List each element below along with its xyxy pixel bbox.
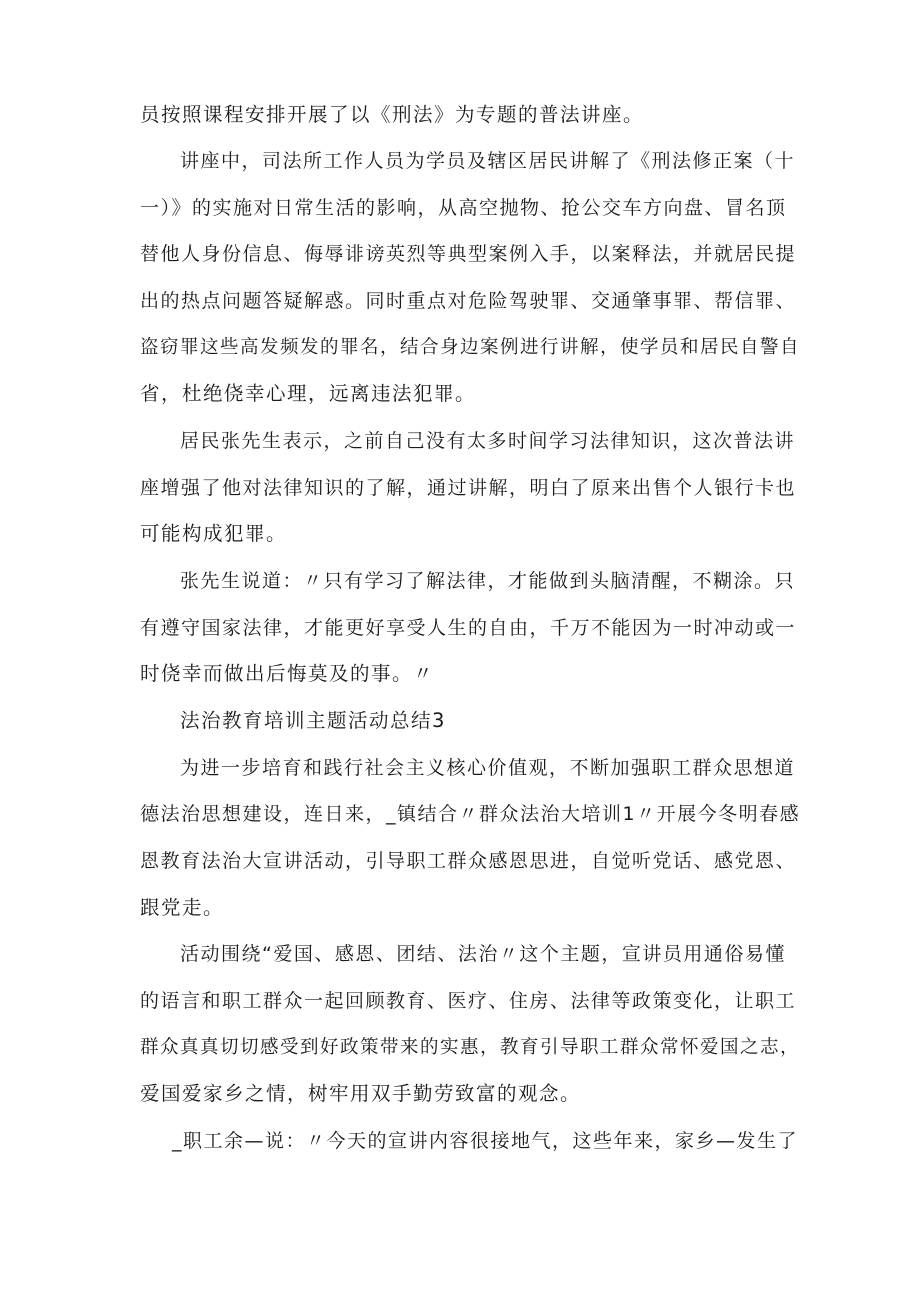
text-line: 群众真真切切感受到好政策带来的实惠，教育引导职工群众常怀爱国之志， — [140, 1037, 801, 1058]
text-line: 盗窃罪这些高发频发的罪名，结合身边案例进行讲解，使学员和居民自警自 — [140, 337, 801, 358]
section-heading: 法治教育培训主题活动总结3 — [180, 709, 446, 732]
text-line: 替他人身份信息、侮辱诽谤英烈等典型案例入手，以案释法，并就居民提 — [140, 243, 797, 265]
text-line: 跟党走。 — [140, 896, 225, 919]
text-line: 有遵守国家法律，才能更好享受人生的自由，千万不能因为一时冲动或一 — [140, 617, 797, 639]
text-line: 活动围绕“爱国、感恩、团结、法治〃这个主题，宣讲员用通俗易懂 — [180, 943, 786, 965]
text-line: 时侥幸而做出后悔莫及的事。〃 — [140, 662, 435, 685]
text-line: 可能构成犯罪。 — [140, 522, 288, 545]
text-line: 员按照课程安排开展了以《刑法》为专题的普法讲座。 — [140, 103, 645, 126]
text-line: 德法治思想建设，连日来，_镇结合〃群众法治大培训1〃开展今冬明春感 — [140, 803, 801, 825]
text-line: 为进一步培育和践行社会主义核心价值观，不断加强职工群众思想道 — [180, 757, 796, 779]
text-line: 省，杜绝侥幸心理，远离违法犯罪。 — [140, 382, 477, 405]
text-line: 出的热点问题答疑解惑。同时重点对危险驾驶罪、交通肇事罪、帮信罪、 — [140, 290, 797, 312]
text-line: 恩教育法治大宣讲活动，引导职工群众感恩思进，自觉听党话、感党恩、 — [140, 850, 797, 872]
text-line: 居民张先生表示，之前自己没有太多时间学习法律知识，这次普法讲 — [180, 430, 796, 452]
text-line: 的语言和职工群众一起回顾教育、医疗、住房、法律等政策变化，让职工 — [140, 990, 797, 1012]
text-line: 爱国爱家乡之情，树牢用双手勤劳致富的观念。 — [140, 1082, 582, 1105]
text-line: 一）》的实施对日常生活的影响，从高空抛物、抢公交车方向盘、冒名顶 — [140, 197, 787, 219]
text-line: 讲座中，司法所工作人员为学员及辖区居民讲解了《刑法修正案（十 — [180, 150, 796, 172]
text-line: 座增强了他对法律知识的了解，通过讲解，明白了原来出售个人银行卡也 — [140, 477, 797, 499]
text-line: _职工余—说：〃今天的宣讲内容很接地气，这些年来，家乡—发生了 — [172, 1130, 799, 1152]
text-line: 张先生说道：〃只有学习了解法律，才能做到头脑清醒，不糊涂。只 — [180, 570, 796, 592]
